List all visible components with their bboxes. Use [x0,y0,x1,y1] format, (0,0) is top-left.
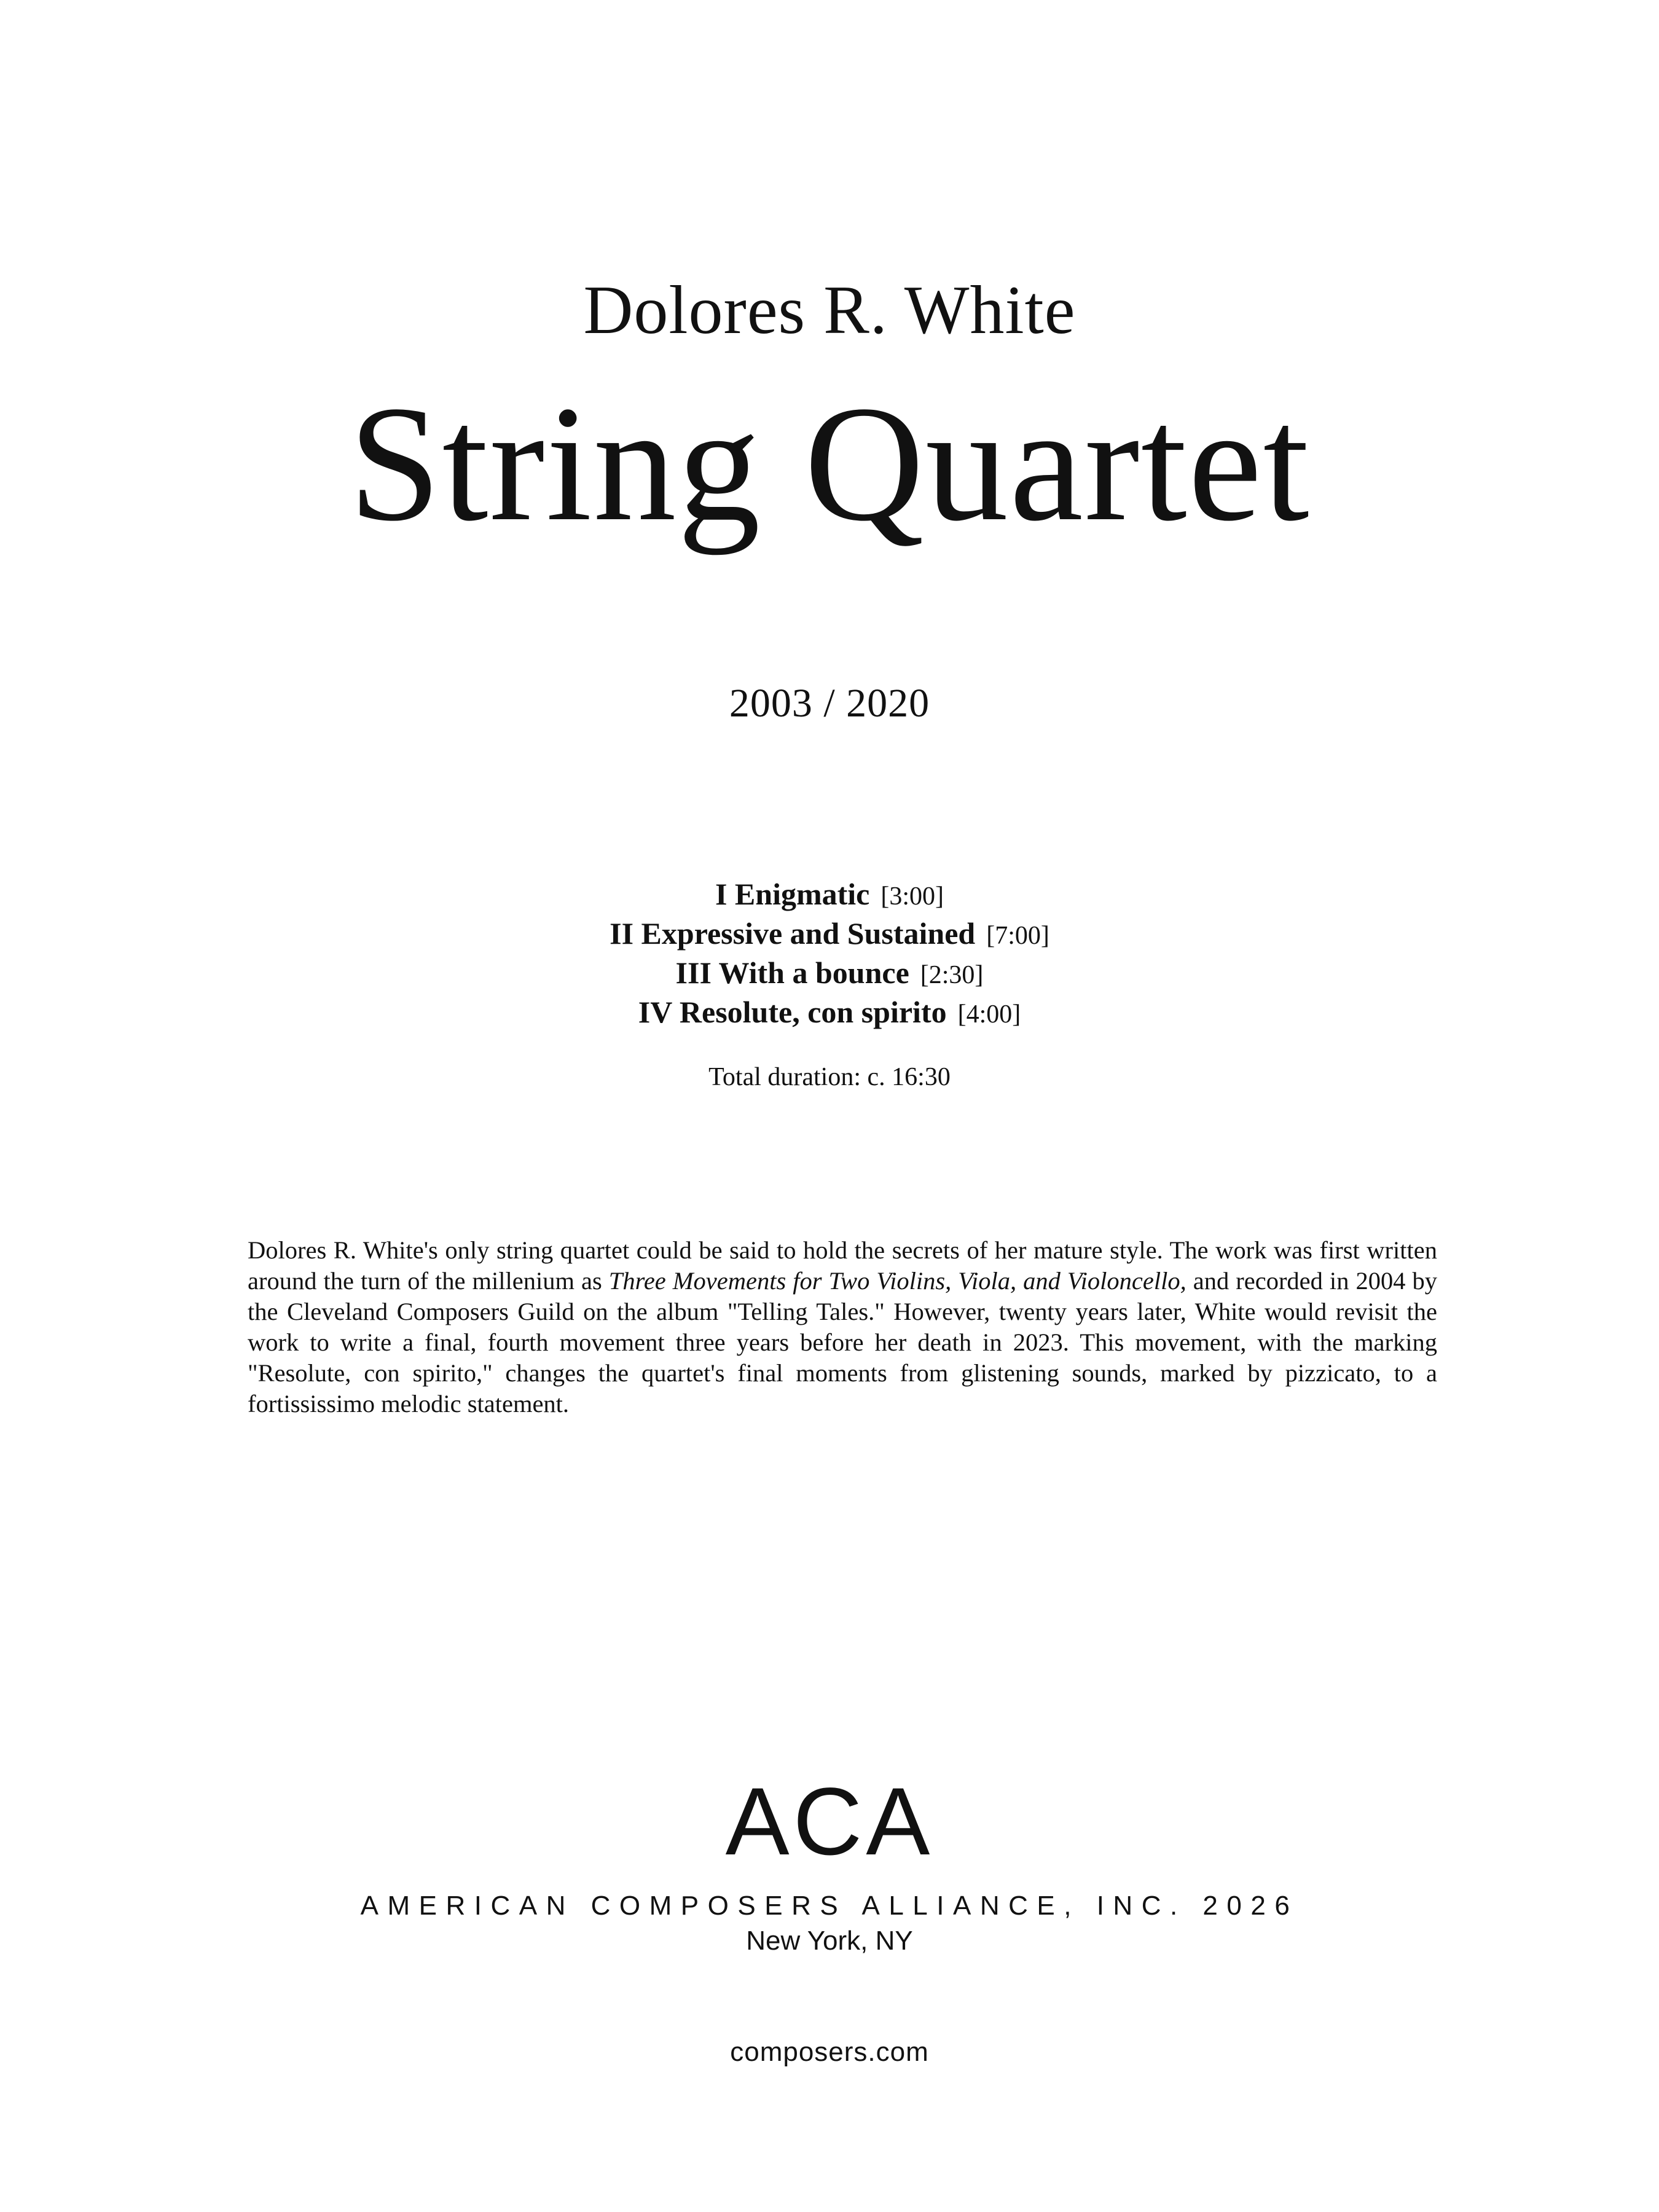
movement-item [0,954,1659,994]
movement-duration: [4:00] [957,1000,1021,1029]
movement-title: I Enigmatic [715,877,870,911]
movement-title: III With a bounce [675,955,909,990]
composition-years: 2003 / 2020 [729,681,930,726]
publisher-website: composers.com [730,2037,929,2067]
movement-duration: [7:00] [986,922,1049,950]
movement-item [0,994,1659,1033]
movement-title: II Expressive and Sustained [610,916,976,951]
movement-item [0,876,1659,915]
movement-duration: [3:00] [880,882,944,911]
publisher-location: New York, NY [746,1926,913,1956]
movement-list [0,876,1659,1033]
publisher-name: AMERICAN COMPOSERS ALLIANCE, INC. 2026 [360,1891,1299,1921]
program-note-text: Dolores R. White's only string quartet could be said to hold the secrets of her mature style. The work was first written around the turn of the millenium as [248,1236,1437,1295]
total-duration: Total duration: c. 16:30 [708,1063,951,1091]
program-note-original-title: Three Movements for Two Violins, Viola, and Violoncello, [608,1267,1186,1295]
movement-duration: [2:30] [920,961,984,989]
publisher-logo: ACA [725,1768,934,1875]
movement-item [0,915,1659,954]
movement-title: IV Resolute, con spirito [638,995,947,1029]
program-note-text: and recorded in 2004 by the Cleveland Composers Guild on the album "Telling Tales." However, twenty years later, White would revisit the work to write a final, fourth movement three years before her death in 2023. This movement, with the marking "Resolute, con spirito," changes the quartet's final moments from glistening sounds, marked by pizzicato, to a fortississimo melodic statement. [248,1267,1437,1418]
composer-name: Dolores R. White [583,272,1076,348]
program-note [248,1235,1437,1419]
work-title: String Quartet [348,372,1311,555]
